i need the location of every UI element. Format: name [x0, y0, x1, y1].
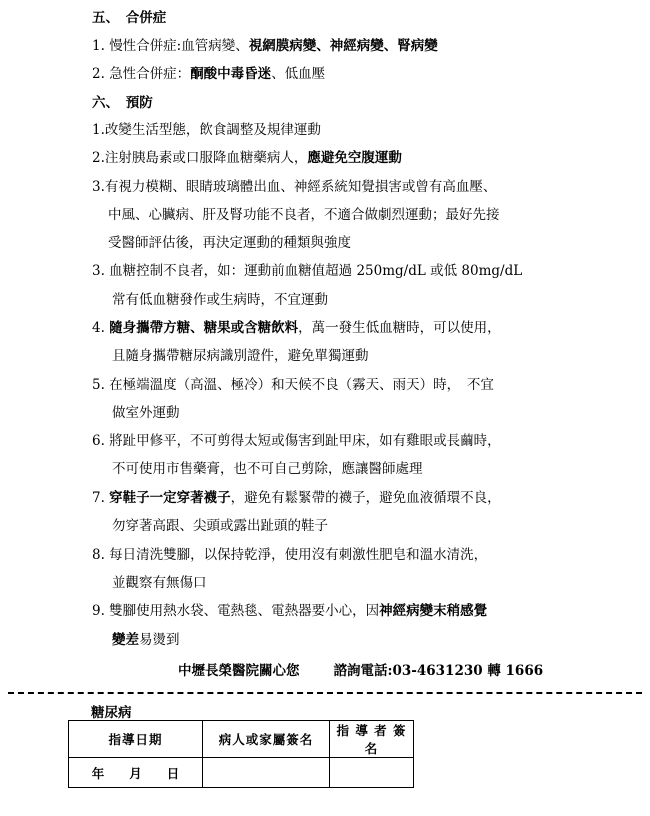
list-item-continuation — [112, 517, 328, 535]
patient-signature-field[interactable] — [203, 758, 330, 788]
section-6-title: 六、 預防 — [92, 95, 153, 111]
list-item — [92, 37, 438, 55]
item-text: 4. — [92, 320, 110, 336]
list-item-continuation — [112, 574, 207, 592]
item-text: 9. 雙腳使用熱水袋、電熱毯、電熱器要小心，因 — [92, 603, 380, 619]
item-text: 勿穿著高跟、尖頭或露出趾頭的鞋子 — [112, 518, 328, 534]
list-item — [92, 546, 487, 564]
item-text: ，萬一發生低血糖時，可以使用， — [298, 320, 501, 336]
table-row — [69, 758, 414, 788]
header-patient-signature: 病人或家屬簽名 — [203, 721, 330, 758]
item-text: ，避免有鬆緊帶的襪子，避免血液循環不良， — [230, 490, 501, 506]
item-bold-text: 隨身攜帶方糖、糖果或含糖飲料 — [109, 320, 299, 336]
footer — [178, 659, 543, 679]
item-bold-text: 應避免空腹運動 — [307, 150, 402, 166]
item-text: 易燙到 — [139, 632, 180, 648]
item-text: 常有低血糖發作或生病時，不宜運動 — [112, 292, 328, 308]
table-header-row — [69, 721, 414, 758]
item-bold-text: 酮酸中毒昏迷 — [190, 66, 272, 82]
list-item — [92, 489, 501, 507]
item-bold-text: 穿鞋子一定穿著襪子 — [109, 490, 231, 506]
item-text: 不可使用市售藥膏，也不可自己剪除，應讓醫師處理 — [112, 461, 423, 477]
item-number: 2. — [92, 66, 105, 82]
item-text: 1.改變生活型態，飲食調整及規律運動 — [92, 122, 321, 138]
item-text: 6. 將趾甲修平，不可剪得太短或傷害到趾甲床，如有雞眼或長繭時， — [92, 433, 501, 449]
signature-table — [68, 720, 414, 788]
header-date: 指導日期 — [69, 721, 203, 758]
list-item-continuation — [108, 206, 500, 224]
list-item — [92, 121, 321, 139]
item-text: 3.有視力模糊、眼睛玻璃體出血、神經系統知覺損害或曾有高血壓、 — [92, 179, 497, 195]
date-field[interactable]: 年 月 日 — [69, 758, 203, 788]
item-bold-text: 變差 — [112, 632, 139, 648]
item-text: 並觀察有無傷口 — [112, 575, 207, 591]
list-item-continuation — [108, 234, 351, 252]
list-item-continuation — [112, 631, 180, 649]
item-text: 8. 每日清洗雙腳，以保持乾淨，使用沒有刺激性肥皂和溫水清洗， — [92, 547, 488, 563]
list-item-continuation — [112, 347, 369, 365]
list-item — [92, 376, 494, 394]
list-item — [92, 262, 522, 280]
header-instructor-signature: 指 導 者 簽 名 — [330, 721, 414, 758]
phone-number: 諮詢電話:03-4631230 轉 1666 — [333, 663, 544, 679]
list-item — [92, 65, 325, 83]
item-text: 做室外運動 — [112, 405, 180, 421]
item-number: 1. — [92, 38, 105, 54]
list-item — [92, 178, 496, 196]
list-item — [92, 319, 501, 337]
item-text: 且隨身攜帶糖尿病識別證件，避免單獨運動 — [112, 348, 369, 364]
list-item — [92, 149, 402, 167]
item-bold-text: 視網膜病變、神經病變、腎病變 — [248, 38, 438, 54]
signature-section-title: 糖尿病 — [91, 705, 132, 721]
list-item — [92, 602, 487, 620]
item-text: 急性合併症： — [109, 66, 191, 82]
item-text: 5. 在極端溫度（高溫、極冷）和天候不良（霧天、雨天）時， 不宜 — [92, 377, 494, 393]
item-text: 3. 血糖控制不良者，如：運動前血糖值超過 250mg/dL 或低 80mg/dL — [92, 263, 523, 279]
list-item — [92, 432, 501, 450]
item-text: 中風、心臟病、肝及腎功能不良者，不適合做劇烈運動；最好先接 — [108, 207, 500, 223]
list-item-continuation — [112, 291, 328, 309]
item-text: 慢性合併症:血管病變、 — [109, 38, 249, 54]
item-text: 7. — [92, 490, 110, 506]
hospital-name: 中壢長榮醫院關心您 — [178, 663, 300, 679]
item-text: 、低血壓 — [271, 66, 326, 82]
instructor-signature-field[interactable] — [330, 758, 414, 788]
list-item-continuation — [112, 404, 180, 422]
item-text: 2.注射胰島素或口服降血糖藥病人， — [92, 150, 308, 166]
section-5-title: 五、 合併症 — [92, 10, 167, 26]
item-bold-text: 神經病變末稍感覺 — [379, 603, 488, 619]
cut-line-divider — [8, 692, 642, 694]
item-text: 受醫師評估後，再決定運動的種類與強度 — [108, 235, 351, 251]
list-item-continuation — [112, 460, 423, 478]
